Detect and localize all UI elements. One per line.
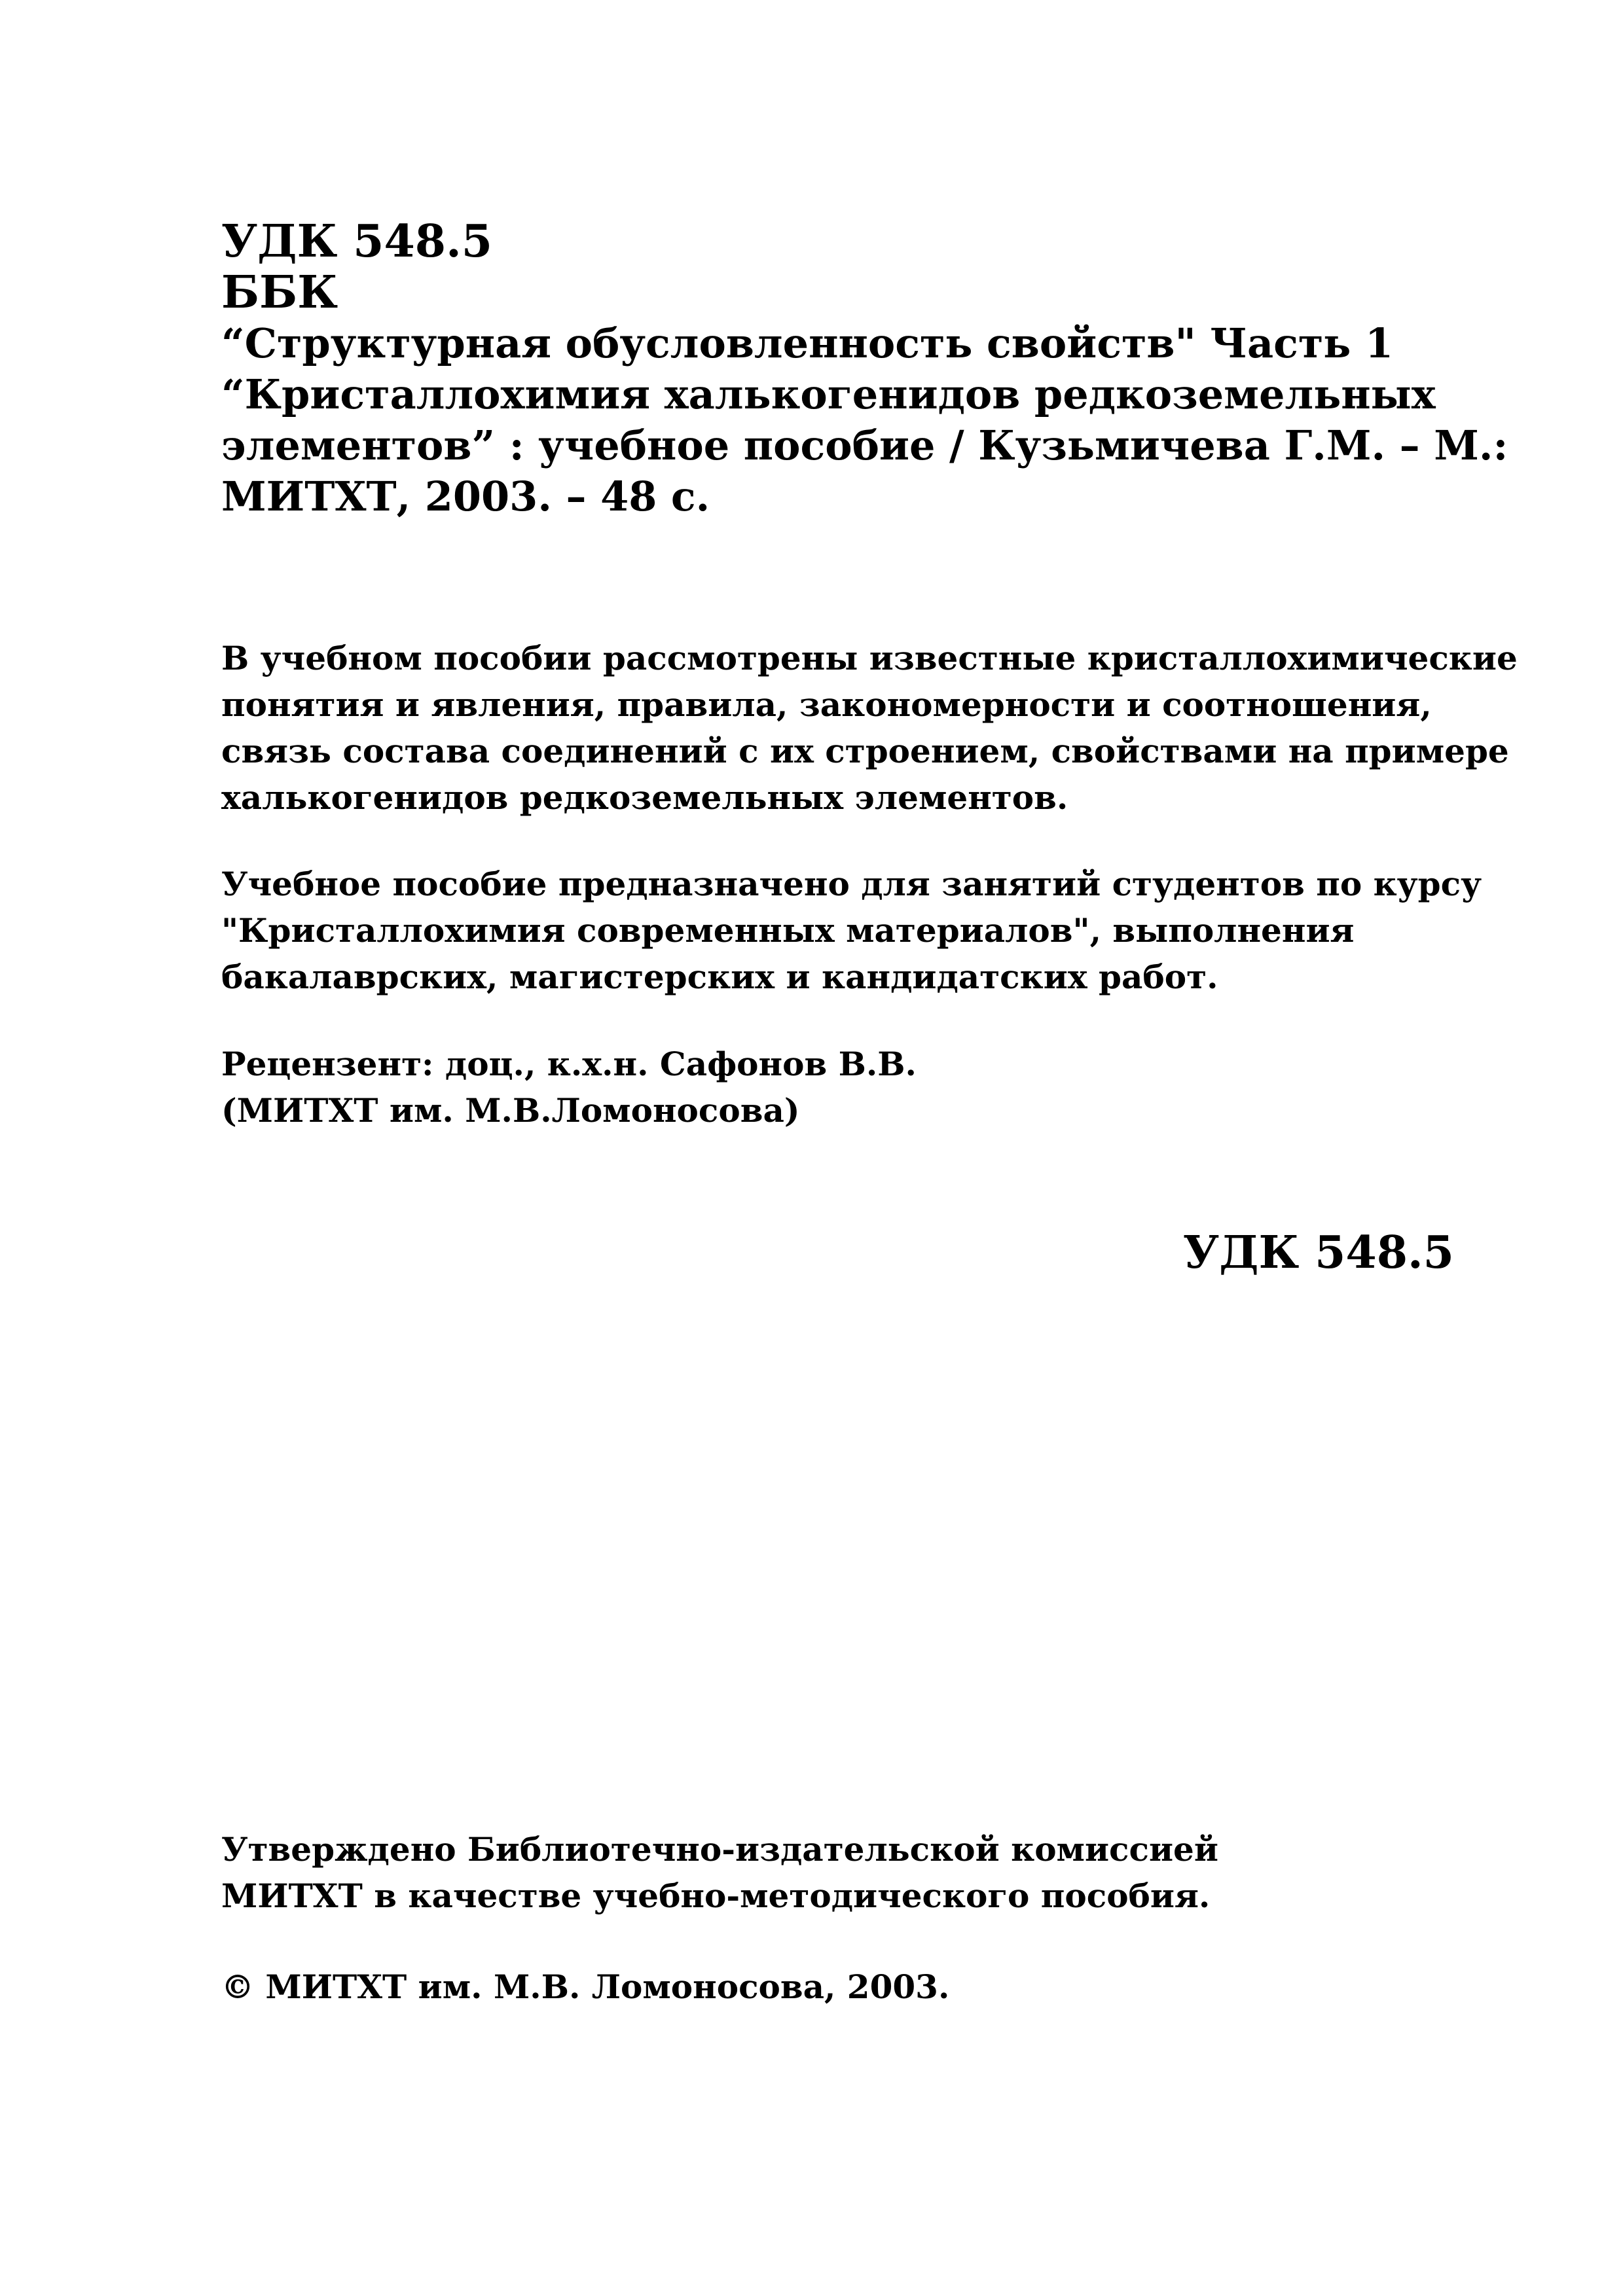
bbk-code: ББК — [221, 266, 338, 319]
title-line: элементов” : учебное пособие / Кузьмичева Г.М. – М.: — [221, 422, 1508, 469]
title-line: “Структурная обусловленность свойств" Часть 1 — [221, 319, 1394, 367]
purpose-paragraph — [221, 861, 1482, 1000]
reviewer-line: Рецензент: доц., к.х.н. Сафонов В.В. — [221, 1045, 917, 1083]
annotation-line: связь состава соединений с их строением, свойствами на примере — [221, 732, 1509, 770]
purpose-line: "Кристаллохимия современных материалов", выполнения — [221, 911, 1355, 950]
approval-line: МИТХТ в качестве учебно-методического пособия. — [221, 1876, 1211, 1915]
udk-code-right: УДК 548.5 — [1182, 1227, 1454, 1279]
annotation-line: понятия и явления, правила, закономерности и соотношения, — [221, 685, 1432, 724]
title-line: МИТХТ, 2003. – 48 с. — [221, 473, 710, 520]
approval-line: Утверждено Библиотечно-издательской комиссией — [221, 1830, 1218, 1869]
copyright-line: © МИТХТ им. М.В. Ломоносова, 2003. — [221, 1967, 950, 2006]
title-line: “Кристаллохимия халькогенидов редкоземельных — [221, 370, 1436, 418]
purpose-line: бакалаврских, магистерских и кандидатских работ. — [221, 958, 1218, 996]
bibliographic-header — [221, 215, 1508, 522]
annotation-line: В учебном пособии рассмотрены известные кристаллохимические — [221, 639, 1518, 677]
copyright-notice — [221, 1964, 1478, 2010]
udk-code: УДК 548.5 — [221, 215, 493, 268]
reviewer-line: (МИТХТ им. М.В.Ломоносова) — [221, 1091, 800, 1130]
approval-paragraph — [221, 1826, 1478, 1919]
reviewer-paragraph — [221, 1041, 1478, 1134]
annotation-line: халькогенидов редкоземельных элементов. — [221, 778, 1068, 817]
annotation-paragraph — [221, 635, 1518, 821]
purpose-line: Учебное пособие предназначено для занятий студентов по курсу — [221, 865, 1482, 903]
